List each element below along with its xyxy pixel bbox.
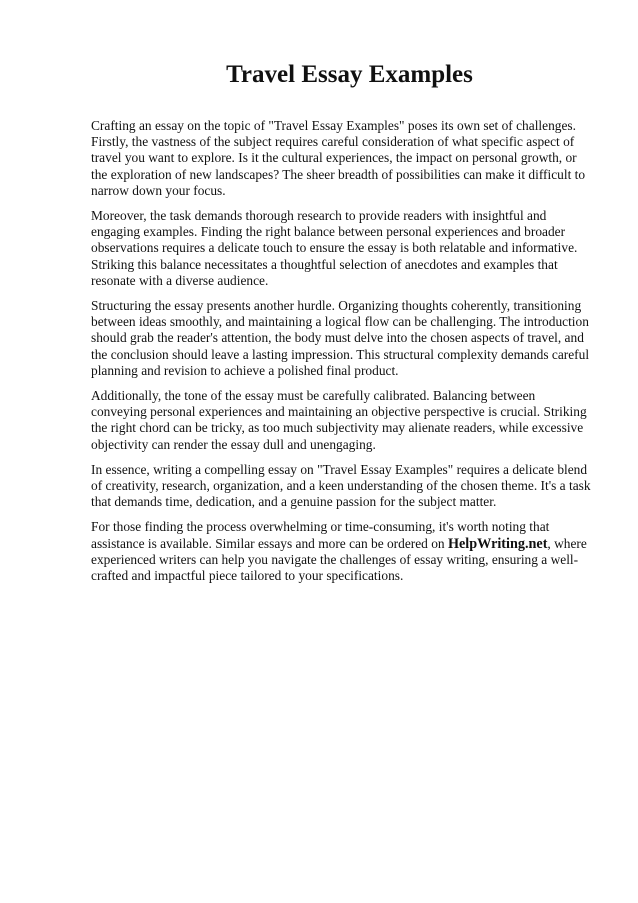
paragraph-essence: In essence, writing a compelling essay on "Travel Essay Examples" requires a delicate blend of creativity, research, organization, and a keen understanding of the chosen theme. It's a task that demands time, dedication, and a genuine passion for the subject matter. — [91, 461, 591, 510]
paragraph-tone: Additionally, the tone of the essay must be carefully calibrated. Balancing between conveying personal experiences and maintaining an objective perspective is crucial. Striking the right chord can be tricky, as too much subjectivity may alienate readers, while excessive objectivity can render the essay dull and unengaging. — [91, 388, 587, 452]
paragraph-challenges: Crafting an essay on the topic of "Travel Essay Examples" poses its own set of challenges. Firstly, the vastness of the subject requires careful consideration of what specific aspect of travel you want to explore. Is it the cultural experiences, the impact on personal growth, or the exploration of new landscapes? The sheer breadth of possibilities can make it difficult to narrow down your focus. — [91, 118, 586, 198]
paragraph-structure: Structuring the essay presents another hurdle. Organizing thoughts coherently, transitioning between ideas smoothly, and maintaining a logical flow can be challenging. The introduction should grab the reader's attention, the body must delve into the chosen aspects of travel, and the conclusion should leave a lasting impression. This structural complexity demands careful planning and revision to achieve a polished final product. — [91, 298, 590, 378]
closing-text-after: , where experienced writers can help you navigate the challenges of essay writing, ensuring a well-crafted and impactful piece tailored to your specifications. — [91, 535, 587, 584]
brand-name: HelpWriting.net — [447, 535, 548, 552]
document-title: Travel Essay Examples — [226, 61, 473, 88]
closing-text-before: For those finding the process overwhelming or time-consuming, it's worth noting that assistance is available. Similar essays and more can be ordered on — [91, 519, 550, 551]
paragraph-research: Moreover, the task demands thorough research to provide readers with insightful and engaging examples. Finding the right balance between personal experiences and broader observations requires a delicate touch to ensure the essay is both relatable and informative. Striking this balance necessitates a thoughtful selection of anecdotes and examples that resonate with a diverse audience. — [91, 208, 578, 288]
paragraph-closing — [91, 519, 594, 584]
